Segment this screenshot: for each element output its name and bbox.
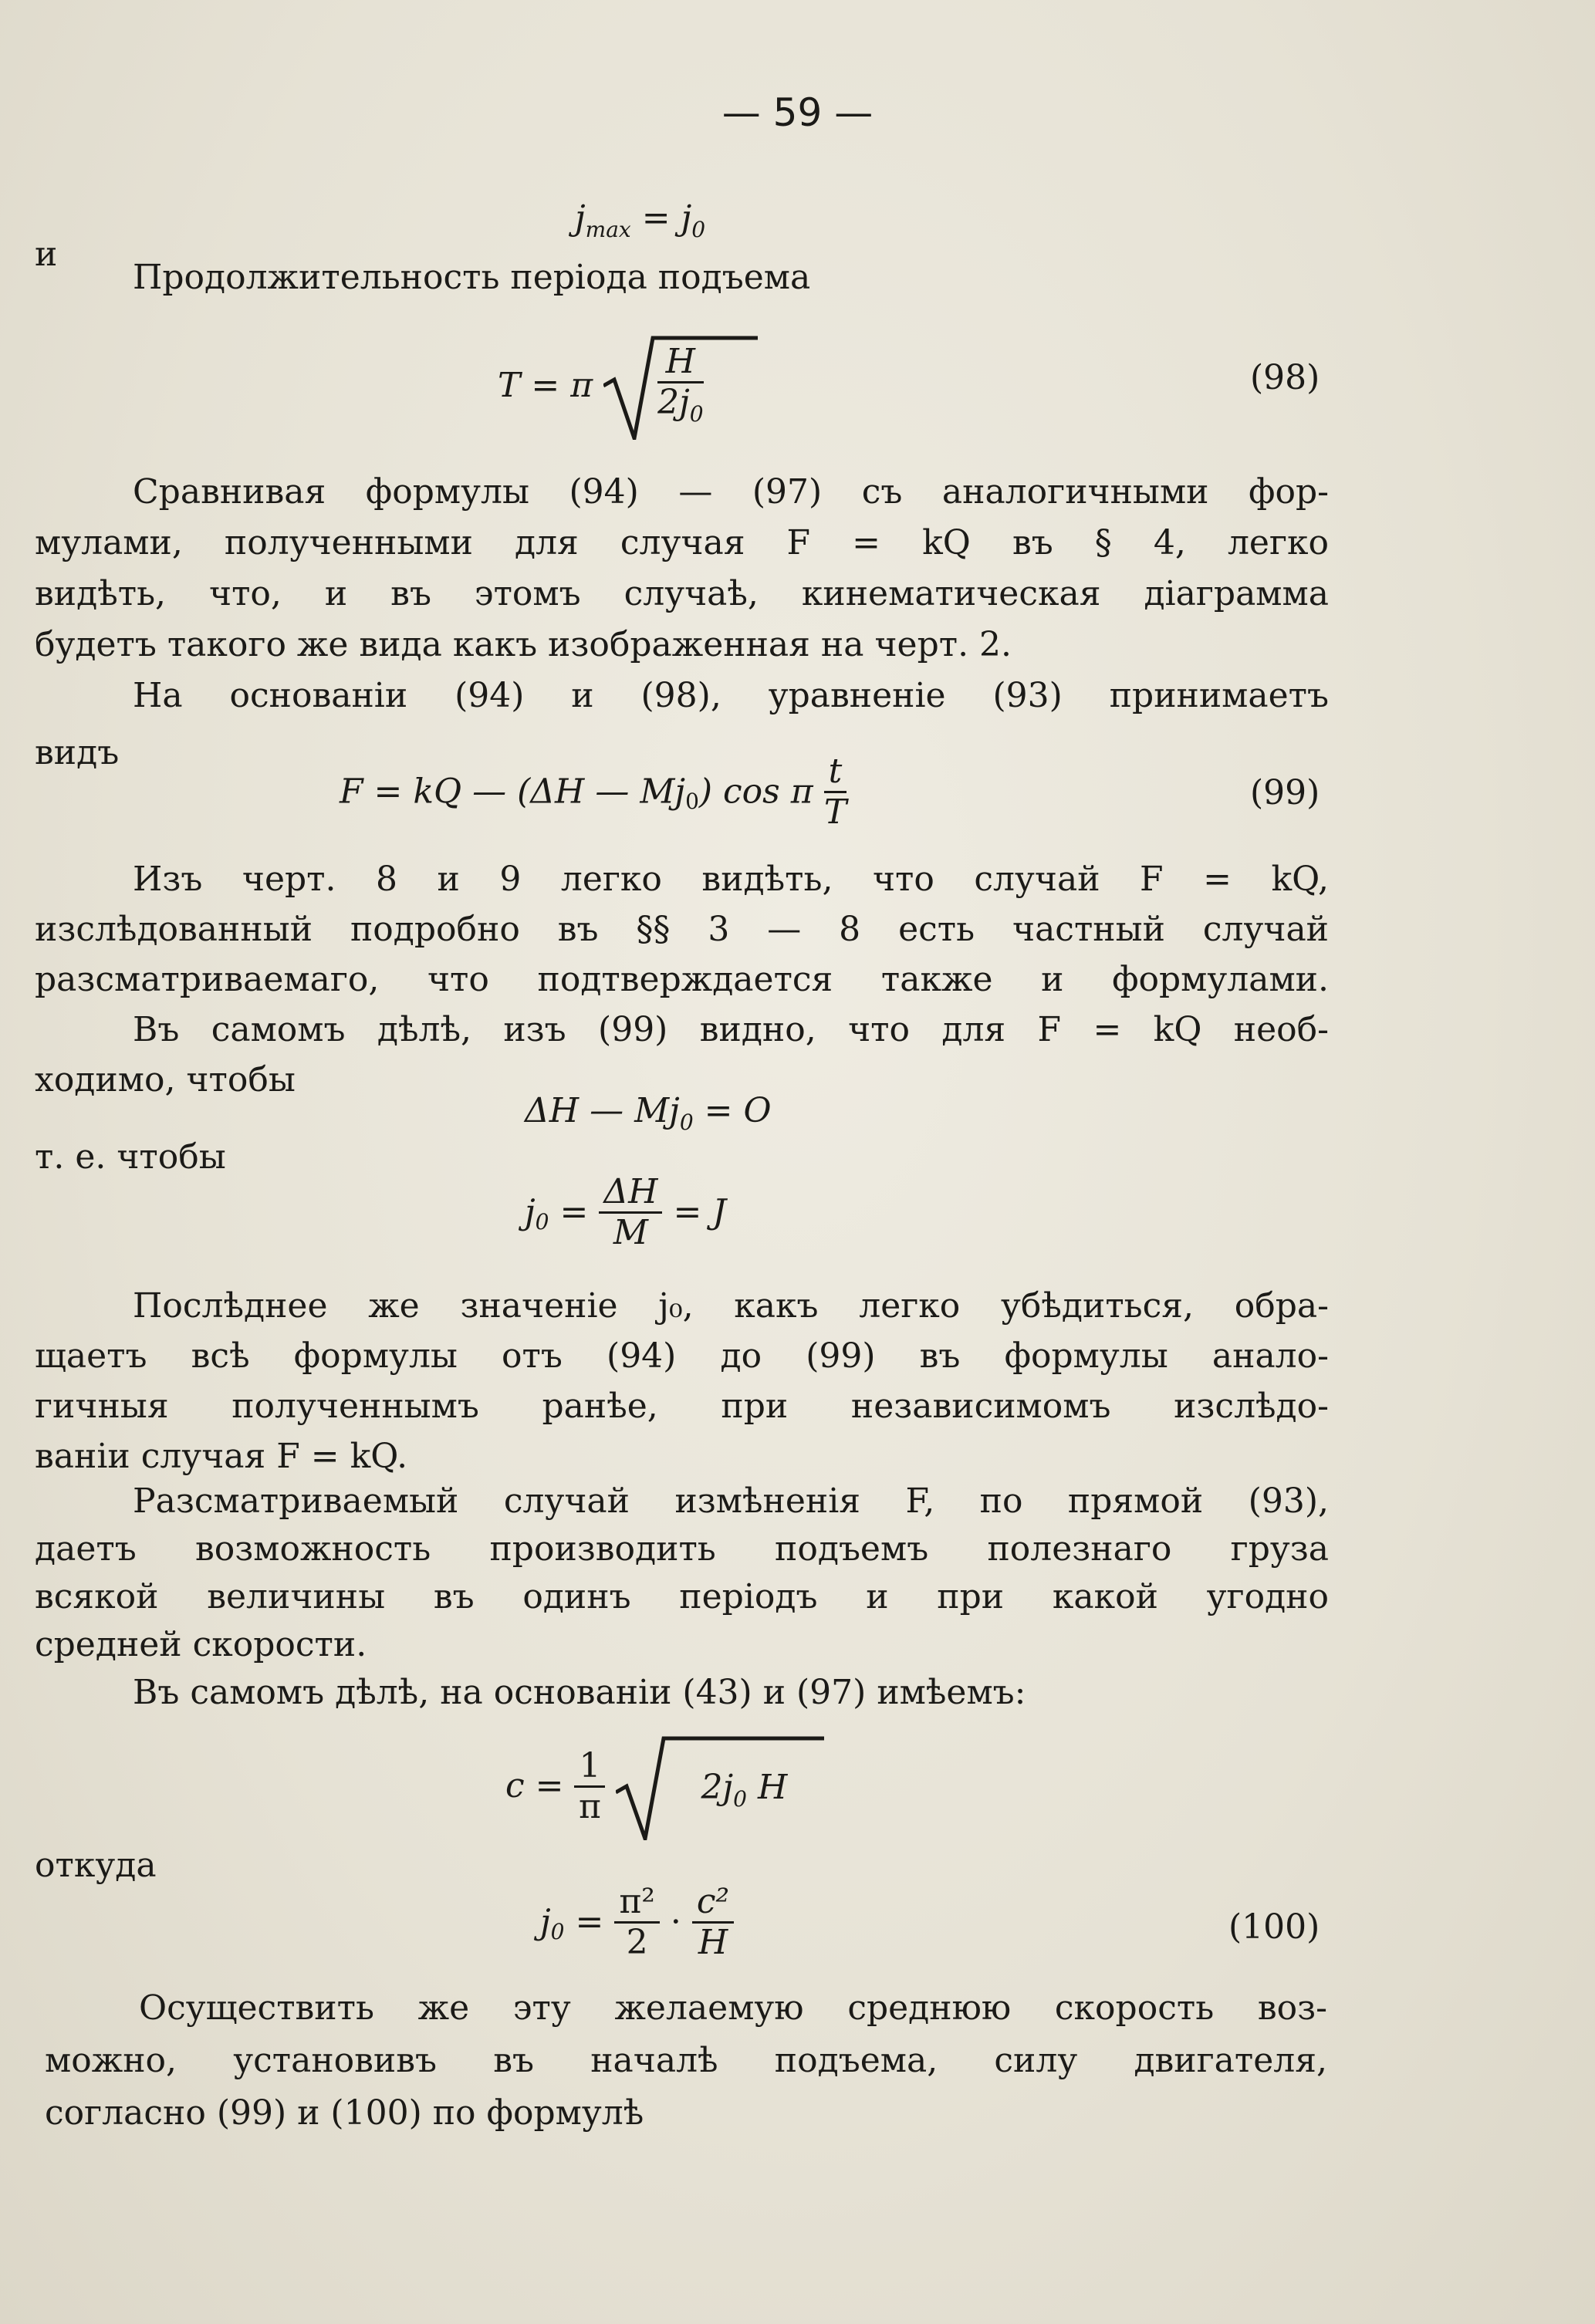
page-number: — 59 — xyxy=(721,90,874,135)
p5-line-2: ходимо, чтобы xyxy=(35,1060,296,1100)
p2-line-4: будетъ такого же вида какъ изображенная на черт. 2. xyxy=(35,625,1012,664)
eq-jmax-rhs-sub: 0 xyxy=(691,216,706,242)
eq100-num2: c² xyxy=(692,1883,734,1924)
eq98-den-sub: 0 xyxy=(689,400,704,427)
p3-line-1: На основаніи (94) и (98), уравненіе (93) принимаетъ xyxy=(133,676,1329,715)
p5-line-1: Въ самомъ дѣлѣ, изъ (99) видно, что для F = kQ необ- xyxy=(133,1010,1329,1049)
equation-delta xyxy=(525,1089,772,1144)
equation-98 xyxy=(498,332,758,440)
otkuda: откуда xyxy=(35,1846,157,1885)
eq100-lhs-sub: 0 xyxy=(550,1918,565,1944)
eq100-number: (100) xyxy=(1228,1907,1320,1947)
p7-line-4: средней скорости. xyxy=(35,1625,367,1664)
p2-line-1: Сравнивая формулы (94) — (97) съ аналогичными фор- xyxy=(133,472,1329,512)
eq-b-rhs: = J xyxy=(673,1192,726,1232)
p4-line-3: разсматриваемаго, что подтверждается также и формулами. xyxy=(35,960,1329,999)
eq98-den: 2j xyxy=(657,383,690,422)
equation-c xyxy=(505,1732,824,1840)
eq98-num: H xyxy=(657,343,703,383)
p6-line-2: щаетъ всѣ формулы отъ (94) до (99) въ формулы анало- xyxy=(35,1336,1329,1376)
eq-b-num: ΔH xyxy=(599,1173,662,1214)
sqrt-sign-c xyxy=(616,1732,824,1840)
eq99-num: t xyxy=(824,752,847,793)
eq-b-lhs-sub: 0 xyxy=(535,1208,549,1235)
p7-line-3: всякой величины въ одинъ періодъ и при какой угодно xyxy=(35,1577,1329,1616)
p9-line-2: можно, установивъ въ началѣ подъема, силу двигателя, xyxy=(45,2041,1327,2080)
equation-99 xyxy=(340,752,846,832)
eq-c-rad: 2j xyxy=(701,1768,734,1807)
eq99-den: T xyxy=(823,792,847,832)
eq99-lhs: F = kQ — (ΔH — Mj xyxy=(340,772,686,812)
eq100-lhs: j xyxy=(540,1902,551,1942)
p3-line-2: видъ xyxy=(35,733,120,772)
te-chtoby: т. е. чтобы xyxy=(35,1137,226,1177)
eq100-eq: = xyxy=(564,1902,615,1942)
eq100-num1: π² xyxy=(614,1883,660,1924)
eq-b-lhs: j xyxy=(525,1192,536,1232)
p7-line-1: Разсматриваемый случай измѣненія F, по прямой (93), xyxy=(133,1481,1329,1521)
eq-jmax-rhs: j xyxy=(681,198,692,238)
p8: Въ самомъ дѣлѣ, на основаніи (43) и (97) имѣемъ: xyxy=(133,1673,1026,1712)
p9-line-3: согласно (99) и (100) по формулѣ xyxy=(45,2093,644,2133)
eq-c-den: π xyxy=(579,1786,601,1826)
eq-a-text: ΔH — Mj xyxy=(525,1091,680,1130)
equation-j0 xyxy=(525,1173,726,1252)
eq99-lhs-sub: 0 xyxy=(685,788,699,814)
p7-line-2: даетъ возможность производить подъемъ полезнаго груза xyxy=(35,1529,1329,1569)
eq-c-rad-end: H xyxy=(757,1768,788,1807)
p4-line-2: изслѣдованный подробно въ §§ 3 — 8 есть частный случай xyxy=(35,910,1329,949)
p4-line-1: Изъ черт. 8 и 9 легко видѣть, что случай F = kQ, xyxy=(133,860,1329,899)
eq98-number: (98) xyxy=(1250,358,1320,397)
eq100-dot: · xyxy=(659,1902,692,1942)
eq-a-sub: 0 xyxy=(679,1109,694,1135)
conjunction-i: и xyxy=(35,235,58,274)
equation-100 xyxy=(540,1883,734,1962)
eq-b-den: M xyxy=(613,1213,648,1252)
eq99-mid: ) cos π xyxy=(698,772,813,812)
p6-line-1: Послѣднее же значеніе j₀, какъ легко убѣдиться, обра- xyxy=(133,1286,1329,1326)
eq99-number: (99) xyxy=(1250,773,1320,812)
paragraph-period: Продолжительность періода подъема xyxy=(133,258,811,297)
eq100-den1: 2 xyxy=(626,1923,648,1962)
sqrt-sign xyxy=(603,332,758,440)
eq-c-lhs: c = xyxy=(505,1766,575,1805)
equation-jmax: $j_{max} = j_0$ xyxy=(575,198,706,242)
p6-line-4: ваніи случая F = kQ. xyxy=(35,1437,408,1476)
p2-line-2: мулами, полученными для случая F = kQ въ § 4, легко xyxy=(35,523,1329,562)
eq-c-rad-sub: 0 xyxy=(733,1785,747,1812)
p2-line-3: видѣть, что, и въ этомъ случаѣ, кинематическая діаграмма xyxy=(35,574,1329,613)
eq98-lhs: T = π xyxy=(498,366,593,405)
eq-jmax-lhs-sub: max xyxy=(585,216,631,242)
eq-a-rhs: = O xyxy=(693,1091,772,1130)
eq100-den2: H xyxy=(698,1923,728,1962)
eq-jmax-lhs: j xyxy=(575,198,586,238)
p6-line-3: гичныя полученнымъ ранѣе, при независимомъ изслѣдо- xyxy=(35,1387,1329,1426)
p9-line-1: Осуществить же эту желаемую среднюю скорость воз- xyxy=(139,1988,1327,2028)
eq-c-num: 1 xyxy=(574,1747,605,1788)
eq-b-eq: = xyxy=(549,1192,600,1232)
